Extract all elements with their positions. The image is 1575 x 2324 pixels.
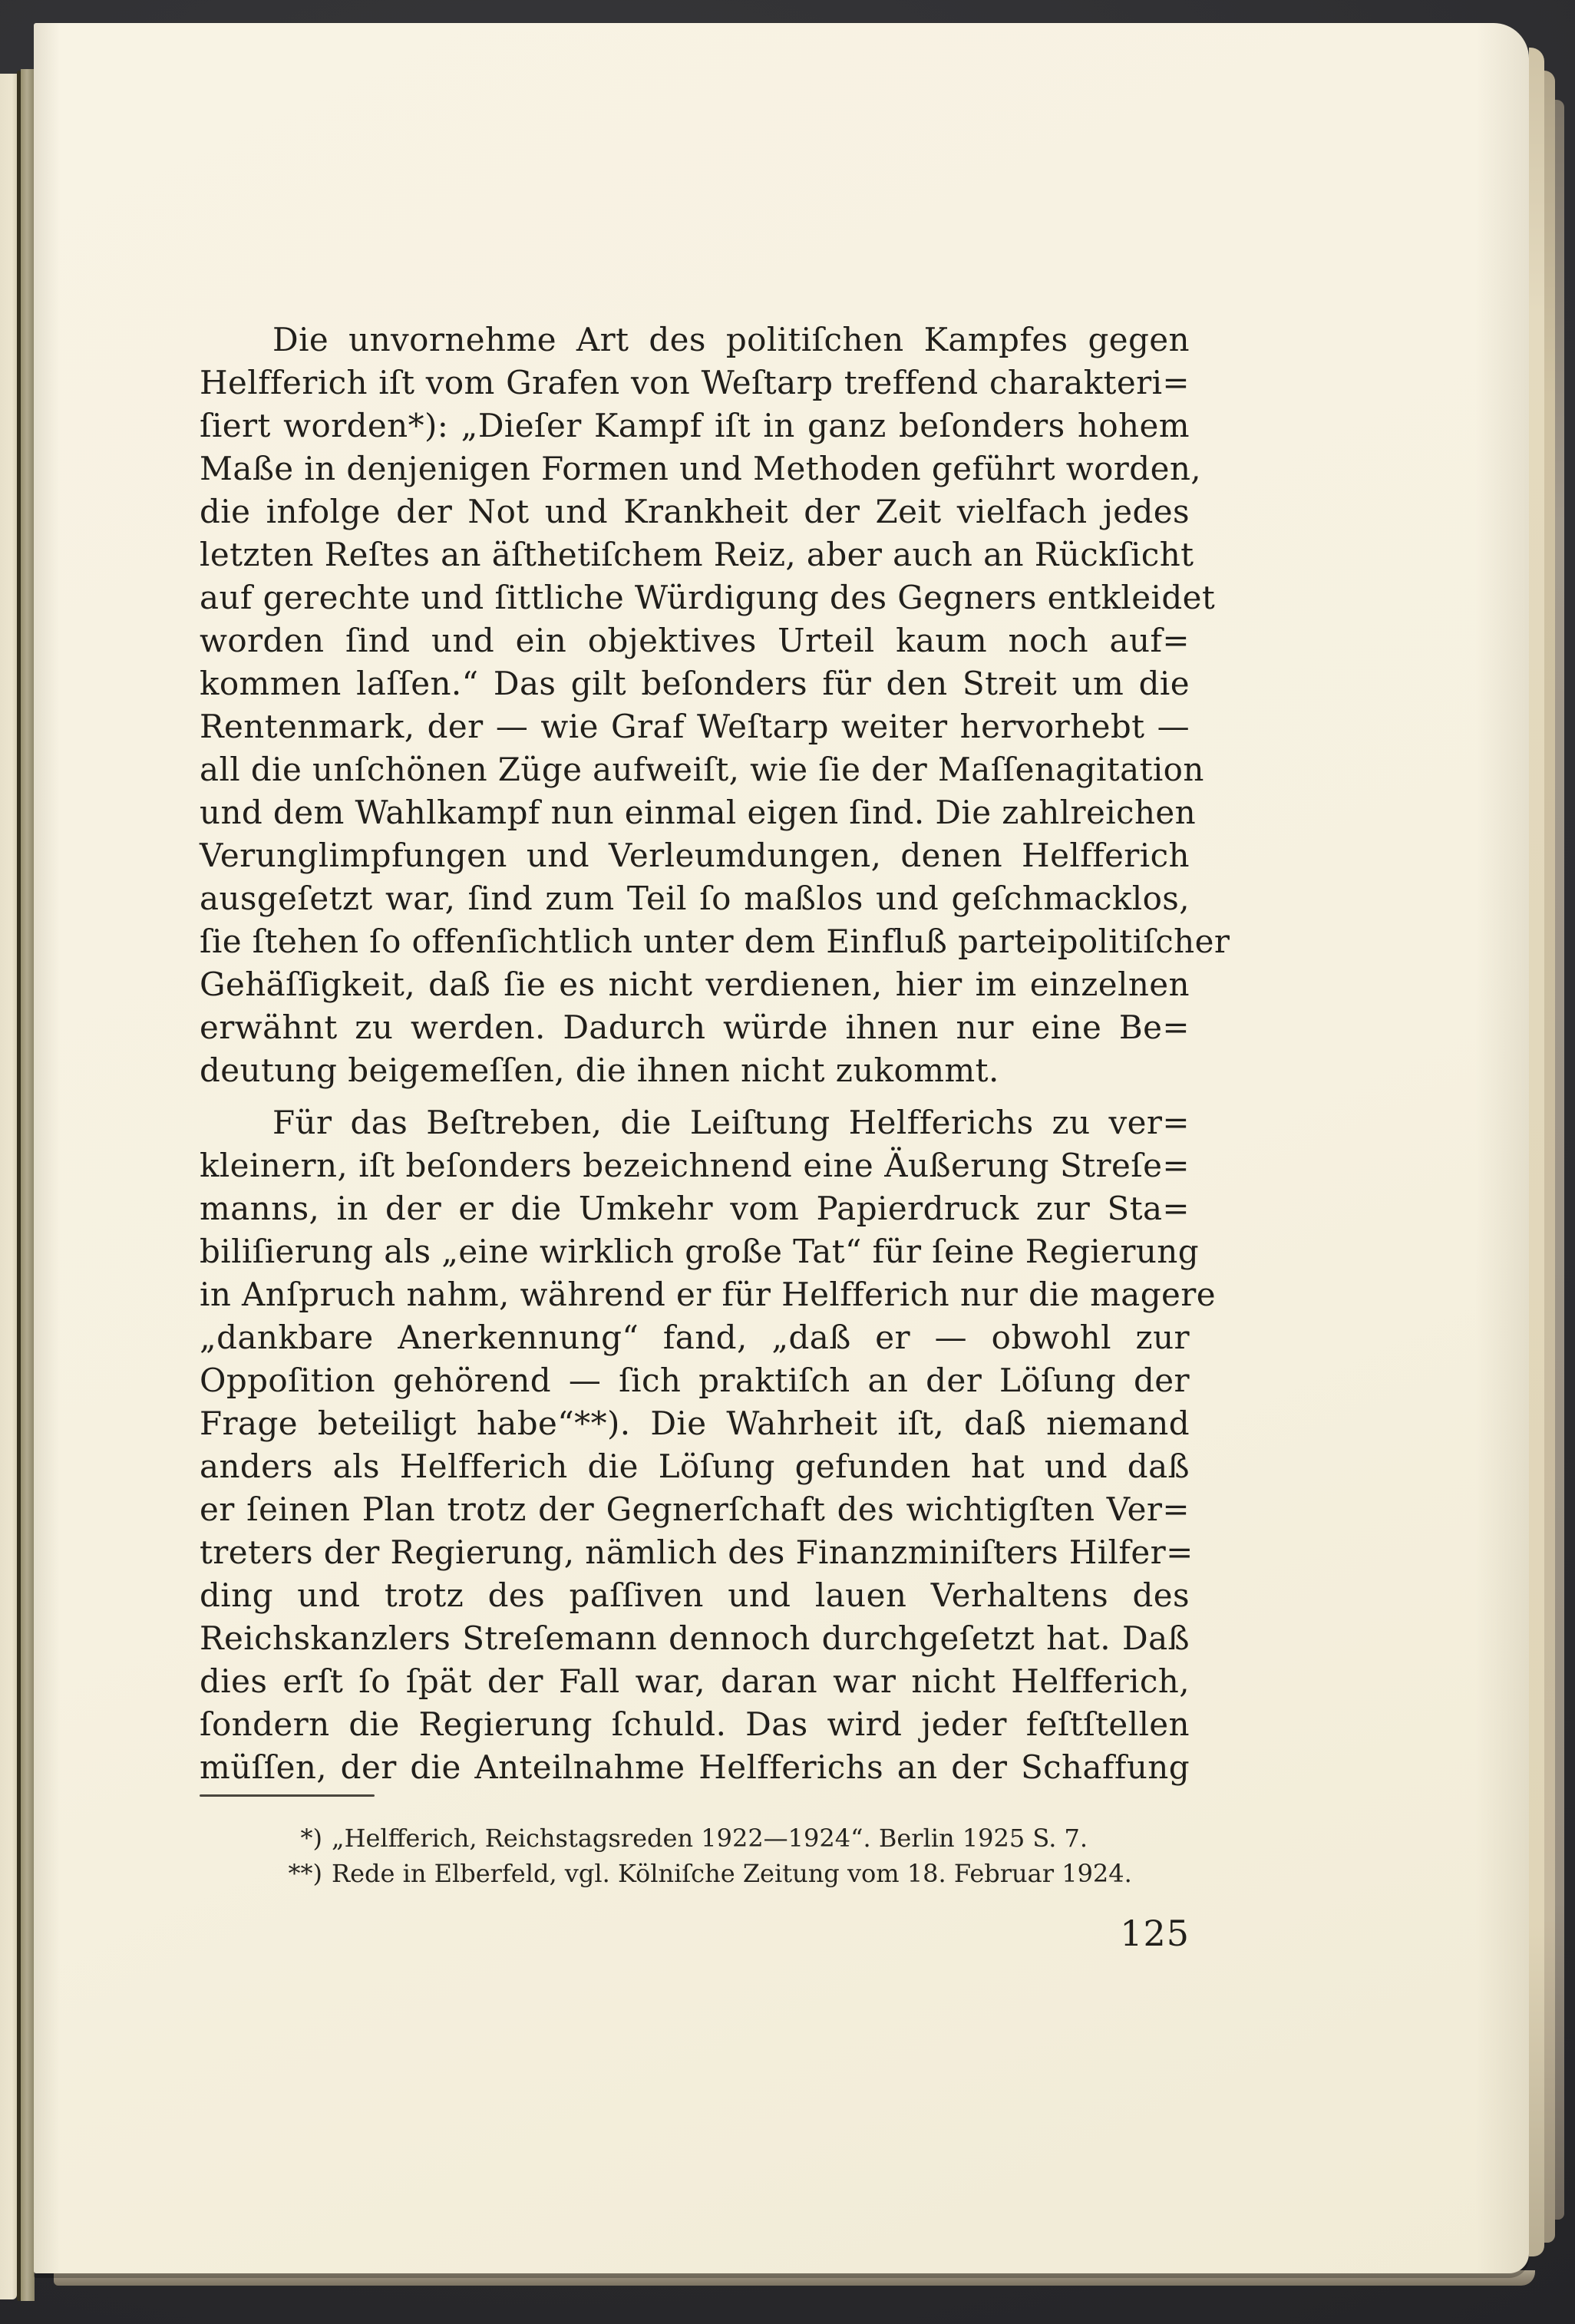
fore-edge-shade xyxy=(1475,23,1529,2273)
text-line: anders als Helfferich die Löſung gefunden hat und daß xyxy=(200,1448,1190,1485)
paragraph-2 xyxy=(200,1101,1217,1789)
text-line: Rentenmark, der — wie Graf Weſtarp weiter hervorhebt — xyxy=(200,708,1190,745)
text-line: ausgeſetzt war, ſind zum Teil ſo maßlos und geſchmacklos, xyxy=(200,880,1190,917)
text-line: auf gerechte und ſittliche Würdigung des Gegners entkleidet xyxy=(200,579,1216,616)
text-line: Verunglimpfungen und Verleumdungen, denen Helfferich xyxy=(200,837,1190,874)
gutter-shade xyxy=(34,23,60,2273)
page-edge-stack-middle xyxy=(1543,71,1555,2243)
page-edge-stack-inner xyxy=(1529,48,1544,2256)
text-line: letzten Reſtes an äſthetiſchem Reiz, aber auch an Rückſicht xyxy=(200,536,1194,573)
text-line: und dem Wahlkampf nun einmal eigen ſind. Die zahlreichen xyxy=(200,794,1197,831)
text-line: Oppoſition gehörend — ſich praktiſch an der Löſung der xyxy=(200,1362,1190,1399)
text-line: erwähnt zu werden. Dadurch würde ihnen nur eine Be= xyxy=(200,1008,1190,1046)
page-edge-stack-outer xyxy=(1554,100,1564,2220)
main-text-block xyxy=(200,319,1230,1789)
text-line: „dankbare Anerkennung“ fand, „daß er — obwohl zur xyxy=(200,1319,1190,1356)
text-line: ſondern die Regierung ſchuld. Das wird jeder feſtſtellen xyxy=(200,1705,1190,1743)
text-line: Gehäſſigkeit, daß ſie es nicht verdienen, hier im einzelnen xyxy=(200,966,1190,1003)
text-line: Reichskanzlers Streſemann dennoch durchgeſetzt hat. Daß xyxy=(200,1619,1190,1657)
text-line: treters der Regierung, nämlich des Finanzminiſters Hilfer= xyxy=(200,1533,1194,1571)
text-line: ding und trotz des paſſiven und lauen Verhaltens des xyxy=(200,1576,1190,1614)
text-line: Frage beteiligt habe“**). Die Wahrheit iſt, daß niemand xyxy=(200,1405,1190,1442)
text-line: er ſeinen Plan trotz der Gegnerſchaft des wichtigſten Ver= xyxy=(200,1490,1190,1528)
page-number: 125 xyxy=(1120,1913,1190,1954)
footnote-marker: *) xyxy=(300,1824,322,1853)
text-line: ſiert worden*): „Dieſer Kampf iſt in ganz beſonders hohem xyxy=(200,407,1190,444)
text-line: all die unſchönen Züge aufweiſt, wie ſie der Maſſenagitation xyxy=(200,751,1204,788)
text-line: manns, in der er die Umkehr vom Papierdruck zur Sta= xyxy=(200,1190,1190,1227)
previous-page-sliver xyxy=(0,74,17,2299)
text-line: dies erſt ſo ſpät der Fall war, daran war nicht Helfferich, xyxy=(200,1662,1190,1700)
text-line: worden ſind und ein objektives Urteil kaum noch auf= xyxy=(200,622,1190,659)
book-page xyxy=(34,23,1529,2273)
footnote-text: Rede in Elberfeld, vgl. Kölniſche Zeitung vom 18. Februar 1924. xyxy=(332,1859,1132,1888)
text-line: Für das Beſtreben, die Leiſtung Helfferichs zu ver= xyxy=(272,1104,1190,1141)
text-line: müſſen, der die Anteilnahme Helfferichs an der Schaffung xyxy=(200,1748,1190,1786)
footnotes xyxy=(200,1821,1190,1891)
text-line: biliſierung als „eine wirklich große Tat“ für ſeine Regierung xyxy=(200,1233,1200,1270)
book-gutter xyxy=(21,69,35,2301)
text-line: kommen laſſen.“ Das gilt beſonders für den Streit um die xyxy=(200,665,1190,702)
text-line: ſie ſtehen ſo offenſichtlich unter dem Einfluß parteipolitiſcher xyxy=(200,923,1230,960)
text-line: Helfferich iſt vom Grafen von Weſtarp treffend charakteri= xyxy=(200,364,1190,401)
paragraph-1 xyxy=(200,319,1230,1092)
footnote-rule xyxy=(200,1794,375,1797)
text-line: in Anſpruch nahm, während er für Helfferich nur die magere xyxy=(200,1276,1217,1313)
text-line: Die unvornehme Art des politiſchen Kampfes gegen xyxy=(272,321,1190,358)
footnote-1 xyxy=(200,1821,1190,1856)
footnote-text: „Helfferich, Reichstagsreden 1922—1924“. Berlin 1925 S. 7. xyxy=(332,1824,1088,1853)
text-line: kleinern, iſt beſonders bezeichnend eine Äußerung Streſe= xyxy=(200,1147,1190,1184)
text-line: Maße in denjenigen Formen und Methoden geführt worden, xyxy=(200,450,1202,487)
text-line: die infolge der Not und Krankheit der Zeit vielfach jedes xyxy=(200,493,1190,530)
footnote-2 xyxy=(200,1856,1190,1891)
footnote-marker: **) xyxy=(288,1859,322,1888)
text-line: deutung beigemeſſen, die ihnen nicht zukommt. xyxy=(200,1051,999,1089)
